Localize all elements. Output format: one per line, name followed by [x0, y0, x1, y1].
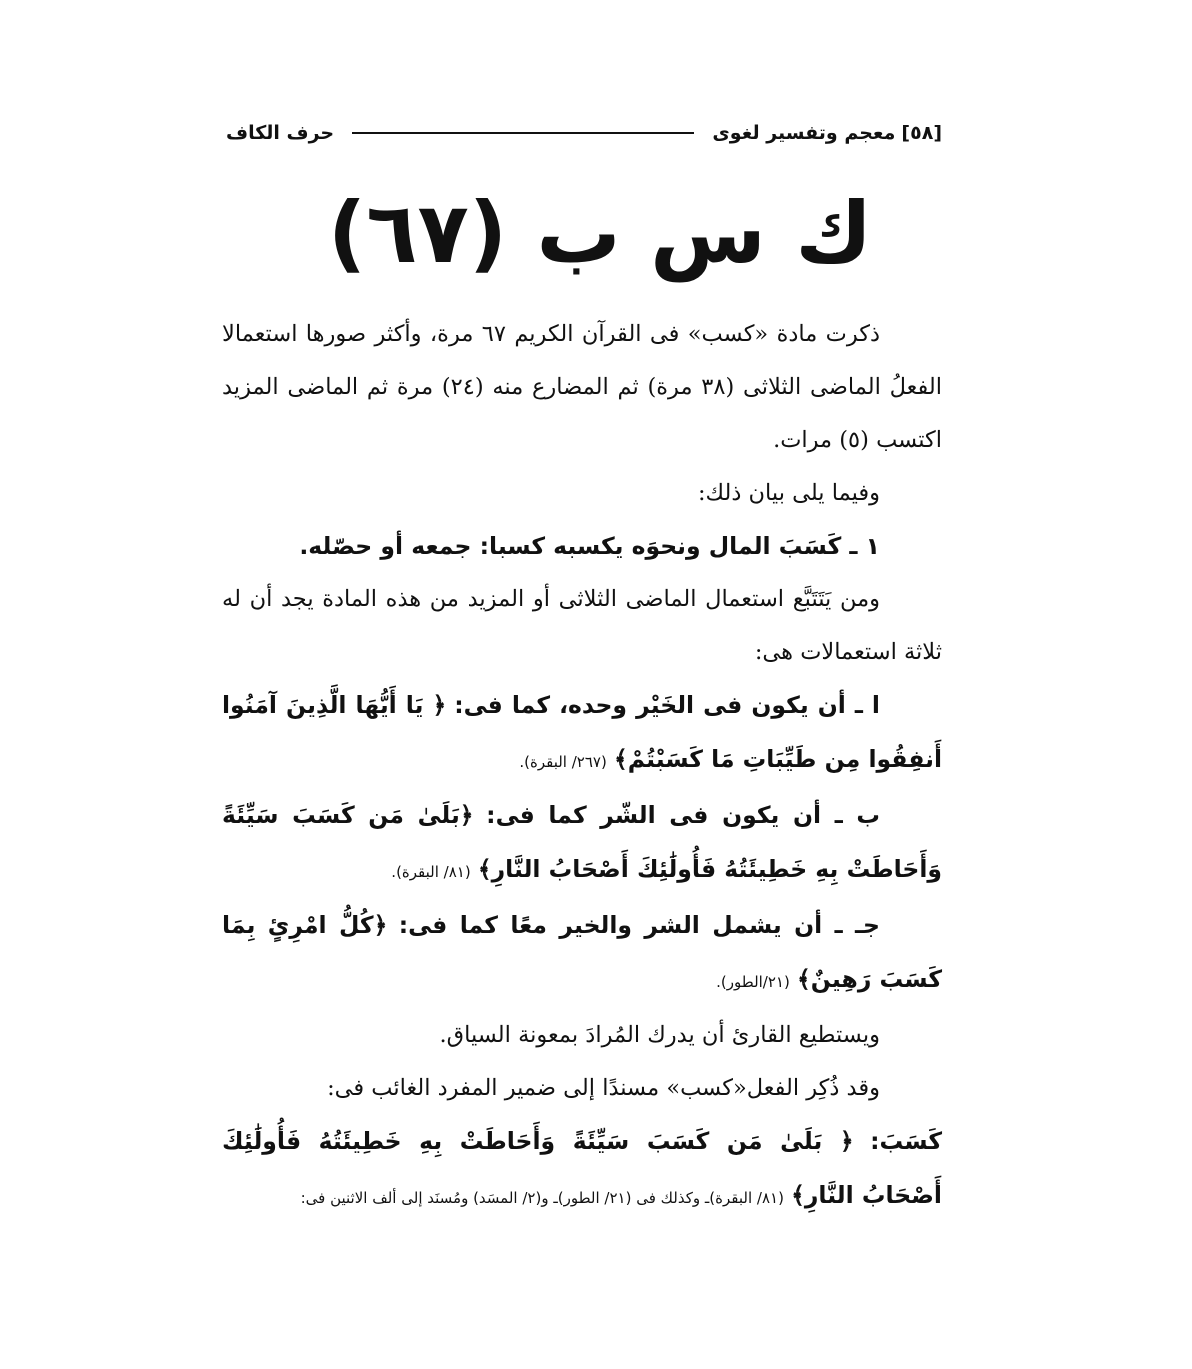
header-rule	[352, 132, 694, 134]
usage-b-reference: (٨١/ البقرة).	[391, 863, 471, 881]
running-header	[226, 118, 942, 148]
kasaba-verse: ﴿ بَلَىٰ مَن كَسَبَ سَيِّئَةً وَأَحَاطَتْ بِهِ خَطِيئَتُهُ فَأُولَٰئِكَ أَصْحَابُ النَّارِ﴾	[222, 1127, 942, 1209]
singular-paragraph: وقد ذُكِر الفعل«كسب» مسندًا إلى ضمير المفرد الغائب فى:	[327, 1075, 880, 1101]
usage-b-verse: ﴿بَلَىٰ مَن كَسَبَ سَيِّئَةً وَأَحَاطَتْ بِهِ خَطِيئَتُهُ فَأُولَٰئِكَ أَصْحَابُ النَّارِ﴾	[222, 801, 942, 883]
usage-b-label: ب ـ أن يكون فى الشّر كما فى:	[486, 801, 880, 829]
intro-paragraph: ذكرت مادة «كسب» فى القرآن الكريم ٦٧ مرة، وأكثر صورها استعمالا الفعلُ الماضى الثلاثى (٣٨ مرة) ثم المضارع منه (٢٤) مرة ثم الماضى المزيد اكتسب (٥) مرات.	[222, 321, 942, 453]
kasaba-label: كَسَبَ:	[870, 1127, 942, 1155]
usage-a	[222, 679, 942, 789]
book-title: معجم وتفسير لغوى	[712, 122, 896, 144]
usage-b	[222, 789, 942, 899]
kasaba-references: (٨١/ البقرة)ـ وكذلك فى (٢١/ الطور)ـ و(٢/ المسَد) ومُسنَد إلى ألف الاثنين فى:	[300, 1189, 784, 1207]
usage-c-label: جـ ـ أن يشمل الشر والخير معًا كما فى:	[398, 911, 880, 939]
page-number: [٥٨]	[901, 122, 942, 144]
usage-c	[222, 899, 942, 1009]
entry-body	[222, 308, 942, 1225]
definition-1: ١ ـ كَسَبَ المال ونحوَه يكسبه كسبا: جمعه أو حصّله.	[299, 532, 880, 560]
usage-a-verse: ﴿ يَا أَيُّهَا الَّذِينَ آمَنُوا أَنفِقُوا مِن طَيِّبَاتِ مَا كَسَبْتُمْ﴾	[222, 691, 942, 773]
transition-paragraph: وفيما يلى بيان ذلك:	[697, 480, 880, 506]
usage-a-reference: (٢٦٧/ البقرة).	[519, 753, 607, 771]
context-paragraph: ويستطيع القارئ أن يدرك المُرادَ بمعونة السياق.	[439, 1022, 880, 1048]
entry-title: ك س ب (٦٧)	[327, 184, 873, 282]
usage-a-label: ا ـ أن يكون فى الخَيْر وحده، كما فى:	[454, 691, 880, 719]
section-title: حرف الكاف	[226, 122, 335, 144]
usage-intro-paragraph: ومن يَتَتَبَّع استعمال الماضى الثلاثى أو المزيد من هذه المادة يجد أن له ثلاثة استعمالات هى:	[222, 586, 942, 665]
usage-c-verse: ﴿كُلُّ امْرِئٍ بِمَا كَسَبَ رَهِينٌ﴾	[222, 911, 942, 993]
kasaba-example	[222, 1115, 942, 1225]
usage-c-reference: (٢١/الطور).	[716, 973, 790, 991]
